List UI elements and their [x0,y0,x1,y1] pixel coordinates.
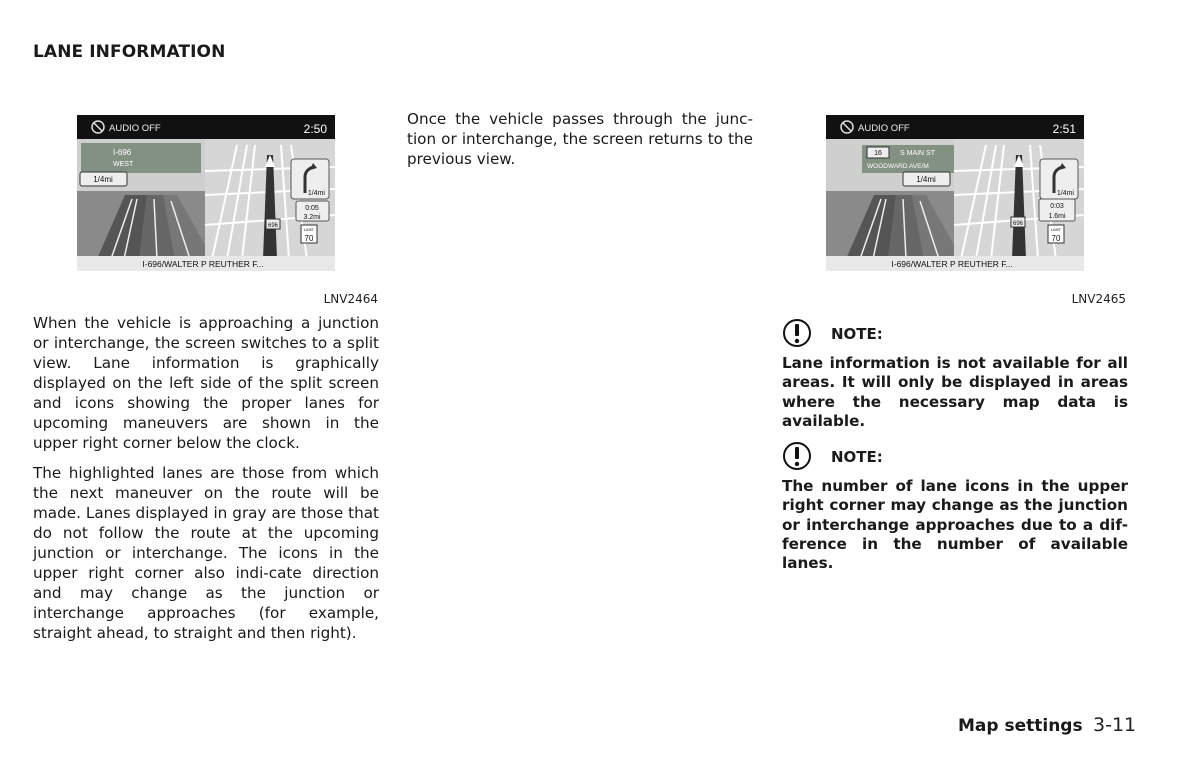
trip-distance: 3.2mi [303,214,321,221]
note-heading: NOTE: [831,448,883,466]
distance-to-junction: 1/4mi [916,175,936,184]
audio-status: AUDIO OFF [109,123,161,134]
speed-limit: 70 [1051,234,1061,243]
trip-time: 0:03 [1050,203,1064,210]
trip-time: 0:05 [305,205,319,212]
exit-number: 16 [874,150,882,157]
paragraph-split-view: When the vehicle is approaching a junction or interchange, the screen switches to a split view. Lane information is graphically displayed on the left side of the split screen and icons showing the proper lanes for upcoming maneuvers are shown in the upper right corner below the clock. [33,314,379,452]
sign-line-1: S MAIN ST [900,150,936,157]
sign-line-2: WEST [113,161,134,168]
audio-status: AUDIO OFF [858,123,910,134]
page-number: 3-11 [1093,714,1137,736]
warning-icon [782,318,812,352]
clock: 2:50 [303,122,327,136]
note-text: The number of lane icons in the upper right corner may change as the junction or interchange approaches due to a dif-ference in the number of available lanes. [782,477,1128,573]
speed-limit-label: LIMIT [1050,227,1062,232]
speed-limit-label: LIMIT [303,227,315,232]
paragraph-return-view: Once the vehicle passes through the junc-tion or interchange, the screen returns to the previous view. [407,110,753,168]
footer-section-title: Map settings [958,716,1083,736]
street-name: I-696/WALTER P REUTHER F... [891,259,1013,269]
figure-label-2: LNV2465 [1071,292,1126,306]
lane-distance: 1/4mi [307,190,325,197]
page-heading: LANE INFORMATION [33,42,226,62]
note-text: Lane information is not available for all areas. It will only be displayed in areas where the necessary map data is available. [782,354,1128,430]
nav-screenshot-1 [77,115,335,271]
distance-to-junction: 1/4mi [93,175,113,184]
figure-label-1: LNV2464 [323,292,378,306]
warning-icon [782,441,812,475]
trip-distance: 1.6mi [1048,213,1066,220]
route-shield: 696 [1012,221,1024,227]
street-name: I-696/WALTER P REUTHER F... [142,259,264,269]
nav-screenshot-2 [826,115,1084,271]
sign-line-2: WOODWARD AVE/M [867,163,929,170]
sign-line-1: I-696 [113,148,132,157]
route-shield: 696 [267,223,279,229]
clock: 2:51 [1052,122,1076,136]
lane-distance: 1/4mi [1056,190,1074,197]
note-heading: NOTE: [831,325,883,343]
paragraph-highlighted-lanes: The highlighted lanes are those from which the next maneuver on the route will be made. Lanes displayed in gray are those that do not follow the route at the upcoming junction or interchange. The icons in the upper right corner also indi-cate direction and may change as the junction or interchange approaches (for example, straight ahead, to straight and then right). [33,464,379,642]
speed-limit: 70 [304,234,314,243]
